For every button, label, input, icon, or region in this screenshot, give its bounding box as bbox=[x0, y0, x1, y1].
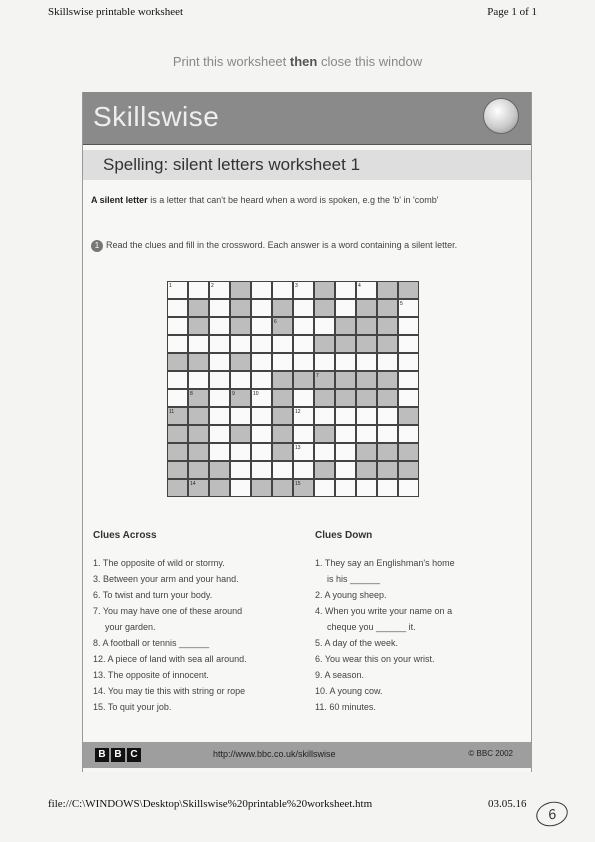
crossword-cell[interactable] bbox=[398, 335, 419, 353]
crossword-block bbox=[272, 425, 293, 443]
crossword-block bbox=[377, 443, 398, 461]
crossword-cell[interactable] bbox=[293, 461, 314, 479]
clue-number: 6 bbox=[274, 319, 277, 325]
clues-down-list bbox=[315, 555, 515, 715]
crossword-block bbox=[230, 389, 251, 407]
crossword-cell[interactable] bbox=[230, 479, 251, 497]
clue-item: 15. To quit your job. bbox=[93, 702, 172, 712]
skillswise-logo: Skillswise bbox=[93, 101, 220, 132]
print-header-page: Page 1 of 1 bbox=[487, 6, 537, 18]
crossword-cell[interactable] bbox=[209, 425, 230, 443]
crossword-block bbox=[272, 371, 293, 389]
crossword-block bbox=[314, 281, 335, 299]
crossword-cell[interactable] bbox=[335, 443, 356, 461]
footer-copyright: © BBC 2002 bbox=[468, 749, 513, 758]
clue-item: 5. A day of the week. bbox=[315, 638, 399, 648]
crossword-cell[interactable] bbox=[398, 389, 419, 407]
clue-number: 14 bbox=[190, 481, 196, 487]
crossword-block bbox=[209, 461, 230, 479]
crossword-block bbox=[167, 461, 188, 479]
footer-bar bbox=[83, 742, 531, 768]
crossword-block bbox=[398, 407, 419, 425]
crossword-block bbox=[251, 479, 272, 497]
crossword-cell[interactable] bbox=[293, 443, 314, 461]
clue-number: 2 bbox=[211, 283, 214, 289]
crossword-cell[interactable] bbox=[209, 299, 230, 317]
crossword-cell[interactable] bbox=[230, 443, 251, 461]
clue-item: 1. They say an Englishman's home bbox=[315, 558, 455, 568]
crossword-cell[interactable] bbox=[209, 371, 230, 389]
crossword-cell[interactable] bbox=[293, 353, 314, 371]
crossword-cell[interactable] bbox=[356, 479, 377, 497]
crossword-block bbox=[314, 425, 335, 443]
crossword-cell[interactable] bbox=[356, 281, 377, 299]
crossword-cell[interactable] bbox=[293, 317, 314, 335]
skillswise-banner bbox=[83, 92, 531, 145]
crossword-block bbox=[356, 371, 377, 389]
crossword-block bbox=[314, 335, 335, 353]
crossword-block bbox=[377, 299, 398, 317]
crossword-cell[interactable] bbox=[230, 335, 251, 353]
crossword-cell[interactable] bbox=[209, 281, 230, 299]
clue-number: 10 bbox=[253, 391, 259, 397]
crossword-cell[interactable] bbox=[209, 317, 230, 335]
intro-text bbox=[91, 194, 491, 206]
crossword-cell[interactable] bbox=[272, 353, 293, 371]
clue-item: 8. A football or tennis ______ bbox=[93, 638, 210, 648]
crossword-block bbox=[188, 299, 209, 317]
crossword-block bbox=[230, 353, 251, 371]
print-instruction bbox=[0, 54, 595, 69]
crossword-cell[interactable] bbox=[251, 389, 272, 407]
clue-item: 4. When you write your name on a bbox=[315, 606, 453, 616]
clue-number: 9 bbox=[232, 391, 235, 397]
crossword-block bbox=[335, 389, 356, 407]
crossword-block bbox=[377, 281, 398, 299]
crossword-cell[interactable] bbox=[251, 461, 272, 479]
crossword-block bbox=[167, 425, 188, 443]
crossword-cell[interactable] bbox=[356, 425, 377, 443]
crossword-block bbox=[377, 335, 398, 353]
crossword-cell[interactable] bbox=[167, 281, 188, 299]
crossword-cell[interactable] bbox=[398, 479, 419, 497]
crossword-block bbox=[377, 371, 398, 389]
crossword-cell[interactable] bbox=[251, 371, 272, 389]
clue-item: your garden. bbox=[105, 622, 156, 632]
crossword-block bbox=[398, 281, 419, 299]
crossword-cell[interactable] bbox=[335, 479, 356, 497]
bbc-letter: C bbox=[127, 748, 141, 762]
crossword-block bbox=[167, 353, 188, 371]
clue-number: 5 bbox=[400, 301, 403, 307]
crossword-block bbox=[188, 479, 209, 497]
bbc-logo bbox=[95, 748, 141, 762]
crossword-cell[interactable] bbox=[251, 443, 272, 461]
crossword-cell[interactable] bbox=[272, 335, 293, 353]
clue-item: 11. 60 minutes. bbox=[315, 702, 376, 712]
crossword-cell[interactable] bbox=[398, 425, 419, 443]
crossword-cell[interactable] bbox=[398, 317, 419, 335]
crossword-block bbox=[377, 317, 398, 335]
crossword-block bbox=[335, 371, 356, 389]
handwritten-page-number: 6 bbox=[533, 798, 570, 829]
crossword-block bbox=[377, 389, 398, 407]
crossword-cell[interactable] bbox=[335, 281, 356, 299]
crossword-cell[interactable] bbox=[398, 353, 419, 371]
crossword-cell[interactable] bbox=[377, 479, 398, 497]
crossword-cell[interactable] bbox=[356, 353, 377, 371]
crossword-block bbox=[356, 299, 377, 317]
crossword-block bbox=[314, 461, 335, 479]
crossword-cell[interactable] bbox=[167, 335, 188, 353]
clues-down-heading: Clues Down bbox=[315, 530, 373, 541]
crossword-cell[interactable] bbox=[209, 443, 230, 461]
crossword-cell[interactable] bbox=[167, 299, 188, 317]
step-number-icon: 1 bbox=[91, 240, 103, 252]
crossword-cell[interactable] bbox=[251, 317, 272, 335]
crossword-block bbox=[188, 443, 209, 461]
crossword-block bbox=[314, 299, 335, 317]
crossword-block bbox=[188, 407, 209, 425]
crossword-cell[interactable] bbox=[167, 317, 188, 335]
clue-item: 1. The opposite of wild or stormy. bbox=[93, 558, 225, 568]
close-link[interactable]: close this window bbox=[320, 54, 423, 69]
crossword-cell[interactable] bbox=[293, 299, 314, 317]
title-bar bbox=[83, 150, 531, 180]
crossword-cell[interactable] bbox=[377, 407, 398, 425]
clue-item: 3. Between your arm and your hand. bbox=[93, 574, 239, 584]
crossword-cell[interactable] bbox=[377, 425, 398, 443]
crossword-block bbox=[272, 407, 293, 425]
clues-across-heading: Clues Across bbox=[93, 530, 157, 541]
file-path: file://C:\WINDOWS\Desktop\Skillswise%20printable%20worksheet.htm bbox=[48, 798, 373, 810]
crossword-block bbox=[398, 461, 419, 479]
crossword-cell[interactable] bbox=[335, 299, 356, 317]
print-link[interactable]: Print this worksheet bbox=[172, 54, 287, 69]
crossword-cell[interactable] bbox=[251, 407, 272, 425]
instruction-text: Read the clues and fill in the crossword. Each answer is a word containing a silent letter. bbox=[106, 240, 458, 250]
crossword-cell[interactable] bbox=[167, 371, 188, 389]
crossword-block bbox=[356, 461, 377, 479]
crossword-block bbox=[356, 389, 377, 407]
crossword-cell[interactable] bbox=[230, 461, 251, 479]
clue-number: 4 bbox=[358, 283, 361, 289]
crossword-cell[interactable] bbox=[335, 407, 356, 425]
crossword-block bbox=[230, 317, 251, 335]
worksheet-page bbox=[82, 92, 532, 772]
crossword-cell[interactable] bbox=[335, 353, 356, 371]
crossword-cell[interactable] bbox=[398, 371, 419, 389]
clue-number: 3 bbox=[295, 283, 298, 289]
clue-number: 1 bbox=[169, 283, 172, 289]
crossword-block bbox=[356, 443, 377, 461]
clue-number: 12 bbox=[295, 409, 301, 415]
crossword-block bbox=[272, 479, 293, 497]
print-then: then bbox=[289, 54, 318, 69]
crossword-block bbox=[314, 389, 335, 407]
crossword-block bbox=[272, 389, 293, 407]
crossword-cell[interactable] bbox=[314, 407, 335, 425]
crossword-block bbox=[356, 317, 377, 335]
footer-url[interactable]: http://www.bbc.co.uk/skillswise bbox=[213, 749, 336, 759]
crossword-cell[interactable] bbox=[272, 461, 293, 479]
crossword-block bbox=[272, 299, 293, 317]
clue-number: 11 bbox=[169, 409, 175, 415]
crossword-cell[interactable] bbox=[293, 407, 314, 425]
bbc-letter: B bbox=[95, 748, 109, 762]
crossword-cell[interactable] bbox=[293, 425, 314, 443]
crossword-cell[interactable] bbox=[356, 407, 377, 425]
instruction bbox=[91, 239, 491, 252]
intro-bold: A silent letter bbox=[91, 195, 148, 205]
print-header-title: Skillswise printable worksheet bbox=[48, 6, 184, 18]
crossword-cell[interactable] bbox=[167, 389, 188, 407]
clue-number: 7 bbox=[316, 373, 319, 379]
crossword-cell[interactable] bbox=[398, 299, 419, 317]
crossword-block bbox=[293, 479, 314, 497]
crossword-block bbox=[167, 479, 188, 497]
clues-across-list bbox=[93, 555, 293, 715]
crossword-cell[interactable] bbox=[230, 407, 251, 425]
crossword-block bbox=[272, 317, 293, 335]
crossword-cell[interactable] bbox=[314, 443, 335, 461]
crossword-block bbox=[188, 317, 209, 335]
crossword-cell[interactable] bbox=[209, 407, 230, 425]
crossword-block bbox=[272, 443, 293, 461]
crossword-cell[interactable] bbox=[209, 389, 230, 407]
crossword-block bbox=[188, 353, 209, 371]
clue-item: 6. To twist and turn your body. bbox=[93, 590, 213, 600]
crossword-cell[interactable] bbox=[230, 371, 251, 389]
crossword-block bbox=[188, 389, 209, 407]
crossword-block bbox=[293, 371, 314, 389]
crossword-block bbox=[230, 299, 251, 317]
crossword-cell[interactable] bbox=[335, 461, 356, 479]
crossword-cell[interactable] bbox=[188, 281, 209, 299]
crossword-block bbox=[167, 407, 188, 425]
crossword-cell[interactable] bbox=[293, 281, 314, 299]
crossword-cell[interactable] bbox=[293, 389, 314, 407]
crossword-cell[interactable] bbox=[188, 371, 209, 389]
crossword-block bbox=[398, 443, 419, 461]
clue-number: 13 bbox=[295, 445, 301, 451]
crossword-cell[interactable] bbox=[251, 299, 272, 317]
crossword-cell[interactable] bbox=[377, 353, 398, 371]
crossword-cell[interactable] bbox=[251, 425, 272, 443]
intro-rest: is a letter that can't be heard when a word is spoken, e.g the 'b' in 'comb' bbox=[147, 195, 439, 205]
crossword-cell[interactable] bbox=[314, 479, 335, 497]
worksheet-title: Spelling: silent letters worksheet 1 bbox=[103, 155, 361, 174]
crossword-block bbox=[230, 425, 251, 443]
globe-icon bbox=[483, 98, 519, 134]
bbc-letter: B bbox=[111, 748, 125, 762]
crossword-block bbox=[188, 425, 209, 443]
crossword-cell[interactable] bbox=[251, 281, 272, 299]
clue-item: cheque you ______ it. bbox=[327, 622, 416, 632]
crossword-cell[interactable] bbox=[314, 353, 335, 371]
crossword-cell[interactable] bbox=[335, 425, 356, 443]
clue-item: 2. A young sheep. bbox=[315, 590, 387, 600]
clue-item: 14. You may tie this with string or rope bbox=[93, 686, 246, 696]
clue-item: 9. A season. bbox=[315, 670, 365, 680]
crossword-cell[interactable] bbox=[314, 317, 335, 335]
crossword-cell[interactable] bbox=[293, 335, 314, 353]
clue-number: 8 bbox=[190, 391, 193, 397]
crossword-block bbox=[356, 335, 377, 353]
crossword-block bbox=[314, 371, 335, 389]
crossword-cell[interactable] bbox=[272, 281, 293, 299]
clue-item: 10. A young cow. bbox=[315, 686, 383, 696]
crossword-cell[interactable] bbox=[209, 335, 230, 353]
crossword-block bbox=[230, 281, 251, 299]
crossword-block bbox=[335, 317, 356, 335]
crossword-cell[interactable] bbox=[209, 353, 230, 371]
clue-item: 6. You wear this on your wrist. bbox=[315, 654, 435, 664]
clue-item: 7. You may have one of these around bbox=[93, 606, 243, 616]
crossword-block bbox=[188, 461, 209, 479]
crossword-block bbox=[377, 461, 398, 479]
crossword-block bbox=[167, 443, 188, 461]
crossword-block bbox=[335, 335, 356, 353]
clue-item: 13. The opposite of innocent. bbox=[93, 670, 209, 680]
crossword-cell[interactable] bbox=[251, 353, 272, 371]
crossword-cell[interactable] bbox=[251, 335, 272, 353]
clue-number: 15 bbox=[295, 481, 301, 487]
crossword-block bbox=[209, 479, 230, 497]
clue-item: 12. A piece of land with sea all around. bbox=[93, 654, 247, 664]
crossword-cell[interactable] bbox=[188, 335, 209, 353]
clue-item: is his ______ bbox=[327, 574, 381, 584]
print-date: 03.05.16 bbox=[488, 798, 527, 810]
